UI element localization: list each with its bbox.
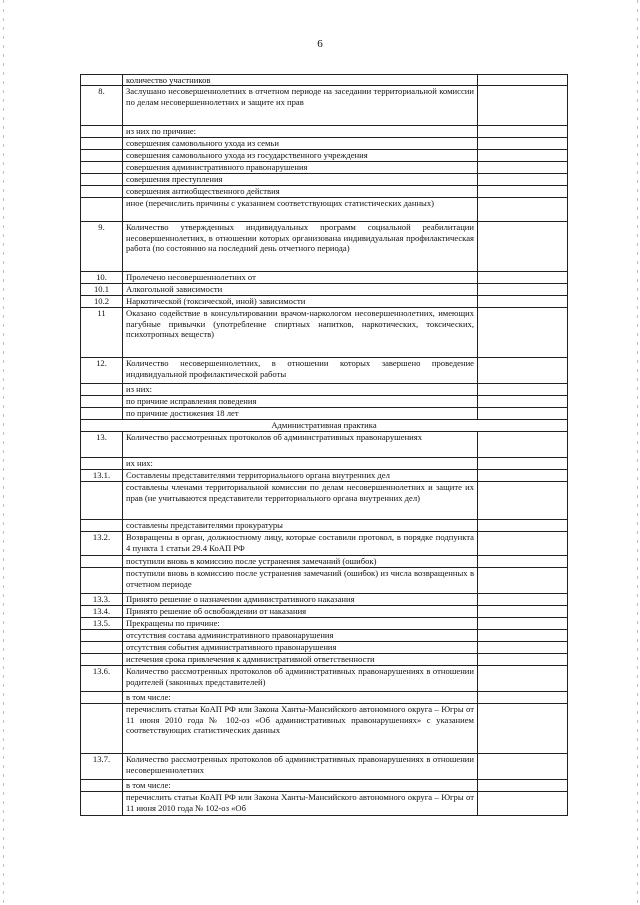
- row-text: Алкогольной зависимости: [123, 284, 478, 296]
- value-cell: [478, 780, 568, 792]
- table-row: [81, 470, 568, 482]
- row-text: перечислить статьи КоАП РФ или Закона Ханты-Мансийского автономного округа – Югры от 11 июня 2010 года № 102-оз «Об административных правонарушениях» с указанием соответствующих статистических данных: [123, 704, 478, 754]
- row-number: [81, 162, 123, 174]
- row-text: отсутствия состава административного правонарушения: [123, 630, 478, 642]
- table-row: [81, 150, 568, 162]
- row-text: Заслушано несовершеннолетних в отчетном периоде на заседании территориальной комиссии по делам несовершеннолетних и защите их прав: [123, 86, 478, 126]
- table-row: [81, 630, 568, 642]
- value-cell: [478, 606, 568, 618]
- value-cell: [478, 642, 568, 654]
- table-row: [81, 780, 568, 792]
- table-row: [81, 642, 568, 654]
- row-number: [81, 126, 123, 138]
- row-text: совершения преступления: [123, 174, 478, 186]
- table-row: [81, 568, 568, 594]
- table-row: [81, 556, 568, 568]
- value-cell: [478, 284, 568, 296]
- table-row: [81, 86, 568, 126]
- row-text: совершения антиобщественного действия: [123, 186, 478, 198]
- row-text: Количество рассмотренных протоколов об административных правонарушениях: [123, 432, 478, 458]
- row-text: перечислить статьи КоАП РФ или Закона Ханты-Мансийского автономного округа – Югры от 11 июня 2010 года № 102-оз «Об: [123, 792, 478, 816]
- row-number: 13.3.: [81, 594, 123, 606]
- value-cell: [478, 568, 568, 594]
- table-row: [81, 358, 568, 384]
- row-text: Принято решение о назначении административного наказания: [123, 594, 478, 606]
- table-row: [81, 618, 568, 630]
- value-cell: [478, 384, 568, 396]
- row-number: [81, 198, 123, 222]
- report-table: [80, 74, 568, 816]
- scan-edge-right: [637, 0, 638, 905]
- table-row: [81, 126, 568, 138]
- value-cell: [478, 358, 568, 384]
- report-table-body: [81, 75, 568, 816]
- row-text: Составлены представителями территориального органа внутренних дел: [123, 470, 478, 482]
- row-number: 8.: [81, 86, 123, 126]
- row-text: поступили вновь в комиссию после устранения замечаний (ошибок) из числа возвращенных в отчетном периоде: [123, 568, 478, 594]
- row-text: совершения административного правонарушения: [123, 162, 478, 174]
- table-row: [81, 396, 568, 408]
- value-cell: [478, 704, 568, 754]
- table-row: [81, 186, 568, 198]
- table-row: [81, 458, 568, 470]
- row-number: [81, 138, 123, 150]
- row-number: 13.: [81, 432, 123, 458]
- row-number: 11: [81, 308, 123, 358]
- table-row: [81, 272, 568, 284]
- row-text: иное (перечислить причины с указанием соответствующих статистических данных): [123, 198, 478, 222]
- row-text: Возвращены в орган, должностному лицу, которые составили протокол, в порядке подпункта 4 пункта 1 статьи 29.4 КоАП РФ: [123, 532, 478, 556]
- row-number: [81, 654, 123, 666]
- value-cell: [478, 162, 568, 174]
- table-row: [81, 198, 568, 222]
- table-row: [81, 384, 568, 396]
- value-cell: [478, 272, 568, 284]
- table-row: [81, 138, 568, 150]
- row-text: из них по причине:: [123, 126, 478, 138]
- row-text: Пролечено несовершеннолетних от: [123, 272, 478, 284]
- table-row: [81, 482, 568, 520]
- table-row: [81, 654, 568, 666]
- table-row: [81, 704, 568, 754]
- row-text: истечения срока привлечения к административной ответственности: [123, 654, 478, 666]
- table-row: [81, 296, 568, 308]
- value-cell: [478, 470, 568, 482]
- value-cell: [478, 138, 568, 150]
- value-cell: [478, 198, 568, 222]
- row-number: [81, 792, 123, 816]
- row-text: совершения самовольного ухода из семьи: [123, 138, 478, 150]
- value-cell: [478, 556, 568, 568]
- row-text: Оказано содействие в консультировании врачом-наркологом несовершеннолетних, имеющих пагубные привычки (употребление спиртных напитков, наркотических, токсических, психотропных веществ): [123, 308, 478, 358]
- row-number: [81, 396, 123, 408]
- value-cell: [478, 126, 568, 138]
- row-text: Количество несовершеннолетних, в отношении которых завершено проведение индивидуальной профилактической работы: [123, 358, 478, 384]
- value-cell: [478, 482, 568, 520]
- scan-edge-left: [3, 0, 4, 905]
- value-cell: [478, 754, 568, 780]
- row-number: [81, 642, 123, 654]
- table-row: [81, 308, 568, 358]
- value-cell: [478, 520, 568, 532]
- table-row: [81, 594, 568, 606]
- value-cell: [478, 186, 568, 198]
- row-text: Количество утвержденных индивидуальных программ социальной реабилитации несовершеннолетних, в отношении которых организована индивидуальная профилактическая работа (по состоянию на последний день отчетного периода): [123, 222, 478, 272]
- value-cell: [478, 174, 568, 186]
- row-number: 10.: [81, 272, 123, 284]
- row-number: [81, 482, 123, 520]
- table-row: [81, 284, 568, 296]
- row-number: [81, 520, 123, 532]
- table-row: [81, 606, 568, 618]
- table-row: [81, 222, 568, 272]
- row-text: Количество рассмотренных протоколов об административных правонарушениях в отношении несовершеннолетних: [123, 754, 478, 780]
- row-number: [81, 408, 123, 420]
- value-cell: [478, 75, 568, 86]
- row-number: 10.2: [81, 296, 123, 308]
- row-number: [81, 384, 123, 396]
- row-number: [81, 780, 123, 792]
- row-text: совершения самовольного ухода из государственного учреждения: [123, 150, 478, 162]
- row-text: по причине достижения 18 лет: [123, 408, 478, 420]
- value-cell: [478, 432, 568, 458]
- table-row: [81, 520, 568, 532]
- table-row: [81, 432, 568, 458]
- row-text: Количество рассмотренных протоколов об административных правонарушениях в отношении родителей (законных представителей): [123, 666, 478, 692]
- row-number: [81, 630, 123, 642]
- value-cell: [478, 408, 568, 420]
- table-row: [81, 408, 568, 420]
- row-number: [81, 692, 123, 704]
- table-row: [81, 532, 568, 556]
- value-cell: [478, 692, 568, 704]
- row-text: отсутствия события административного правонарушения: [123, 642, 478, 654]
- row-number: 13.6.: [81, 666, 123, 692]
- row-number: 13.2.: [81, 532, 123, 556]
- value-cell: [478, 308, 568, 358]
- row-text: их них:: [123, 458, 478, 470]
- row-text: составлены членами территориальной комиссии по делам несовершеннолетних и защите их прав (не учитываются представители территориального органа внутренних дел): [123, 482, 478, 520]
- value-cell: [478, 532, 568, 556]
- row-number: [81, 556, 123, 568]
- value-cell: [478, 630, 568, 642]
- table-row: [81, 692, 568, 704]
- value-cell: [478, 792, 568, 816]
- row-text: составлены представителями прокуратуры: [123, 520, 478, 532]
- table-row: [81, 792, 568, 816]
- value-cell: [478, 396, 568, 408]
- value-cell: [478, 594, 568, 606]
- table-row: [81, 162, 568, 174]
- row-number: 13.5.: [81, 618, 123, 630]
- value-cell: [478, 666, 568, 692]
- row-number: [81, 704, 123, 754]
- value-cell: [478, 296, 568, 308]
- row-number: 13.1.: [81, 470, 123, 482]
- row-text: в том числе:: [123, 780, 478, 792]
- row-text: Принято решение об освобождении от наказания: [123, 606, 478, 618]
- row-text: Наркотической (токсической, иной) зависимости: [123, 296, 478, 308]
- row-number: [81, 458, 123, 470]
- value-cell: [478, 654, 568, 666]
- section-heading: Административная практика: [81, 420, 568, 432]
- row-number: [81, 174, 123, 186]
- value-cell: [478, 86, 568, 126]
- row-number: [81, 75, 123, 86]
- row-number: [81, 150, 123, 162]
- row-number: 9.: [81, 222, 123, 272]
- section-heading-row: [81, 420, 568, 432]
- value-cell: [478, 222, 568, 272]
- row-text: количество участников: [123, 75, 478, 86]
- value-cell: [478, 458, 568, 470]
- table-row: [81, 666, 568, 692]
- row-number: [81, 186, 123, 198]
- row-number: [81, 568, 123, 594]
- row-text: Прекращены по причине:: [123, 618, 478, 630]
- row-number: 12.: [81, 358, 123, 384]
- row-number: 13.7.: [81, 754, 123, 780]
- page-number: 6: [317, 38, 323, 50]
- table-row: [81, 75, 568, 86]
- table-row: [81, 754, 568, 780]
- value-cell: [478, 618, 568, 630]
- row-text: из них:: [123, 384, 478, 396]
- row-text: по причине исправления поведения: [123, 396, 478, 408]
- table-row: [81, 174, 568, 186]
- row-number: 13.4.: [81, 606, 123, 618]
- value-cell: [478, 150, 568, 162]
- row-number: 10.1: [81, 284, 123, 296]
- row-text: в том числе:: [123, 692, 478, 704]
- row-text: поступили вновь в комиссию после устранения замечаний (ошибок): [123, 556, 478, 568]
